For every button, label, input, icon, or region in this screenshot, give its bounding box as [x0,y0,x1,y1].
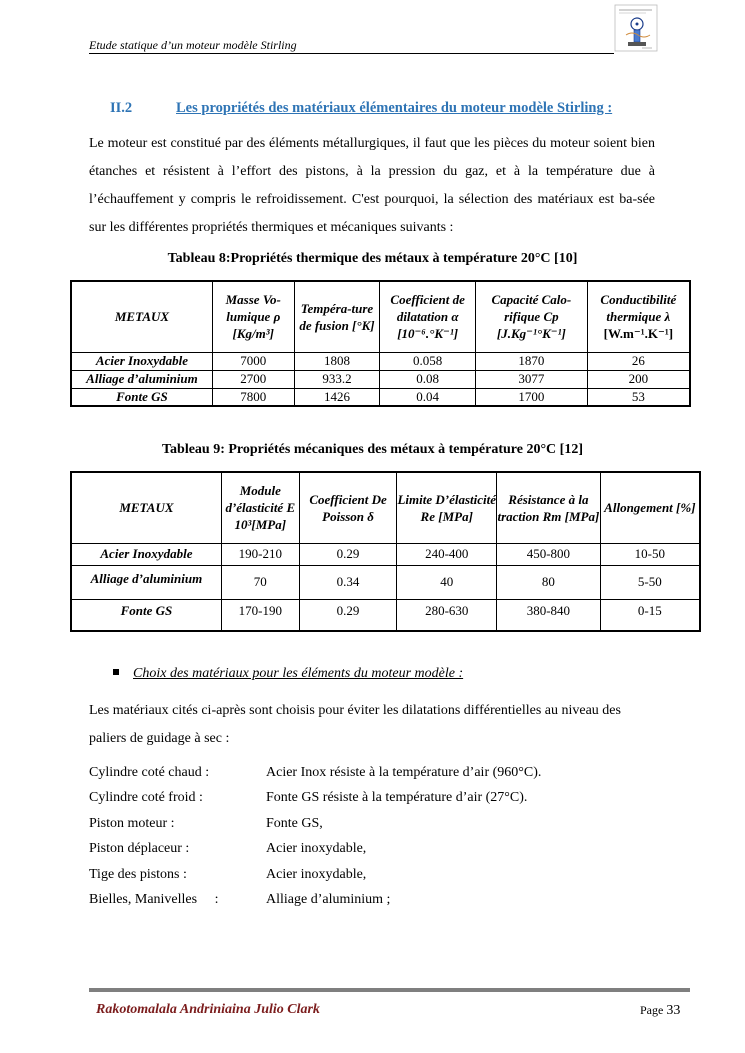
cell-allongement: 10-50 [600,543,700,565]
row-metal: Acier Inoxydable [71,352,212,370]
page-number-value: 33 [666,1003,681,1018]
square-bullet-icon [113,669,119,675]
cell-limite: 240-400 [397,543,497,565]
row-metal: Alliage d’aluminium [71,565,221,599]
page-label: Page [640,1003,664,1017]
cell-coef: 0.08 [380,370,476,388]
col-header-capacite: Capacité Calo-rifique Cp [J.Kg⁻¹°K⁻¹] [476,281,588,352]
cell-resistance: 450-800 [497,543,601,565]
part-material: Acier inoxydable, [266,841,367,856]
table-header-row [71,281,690,352]
col-header-poisson: Coefficient De Poisson δ [299,472,397,543]
col-header-resistance: Résistance à la traction Rm [MPa] [497,472,601,543]
part-label: Tige des pistons : [89,867,187,882]
cell-resistance: 380-840 [497,599,601,631]
part-material: Alliage d’aluminium ; [266,892,391,907]
table-row [71,543,700,565]
part-label: Cylindre coté chaud : [89,765,210,780]
header-rule [89,53,614,54]
footer-author: Rakotomalala Andriniaina Julio Clark [96,1002,320,1017]
part-material: Acier Inox résiste à la température d’air (960°C). [266,765,542,780]
cell-poisson: 0.34 [299,565,397,599]
cell-limite: 280-630 [397,599,497,631]
section-heading [110,100,612,117]
choice-paragraph: Les matériaux cités ci-après sont choisis pour éviter les dilatations différentielles au niveau des paliers de guidage à sec : [89,703,621,746]
col-header-metaux: METAUX [71,472,221,543]
cell-capacite: 3077 [476,370,588,388]
cell-masse: 2700 [212,370,294,388]
section-title: Les propriétés des matériaux élémentaires du moteur modèle Stirling : [176,100,613,116]
cell-module: 70 [221,565,299,599]
cell-limite: 40 [397,565,497,599]
cell-masse: 7000 [212,352,294,370]
running-header-title: Etude statique d’un moteur modèle Stirling [89,38,297,52]
table-header-row [71,472,700,543]
cell-temp: 1426 [294,388,380,406]
cell-masse: 7800 [212,388,294,406]
footer-rule [89,988,690,992]
cell-temp: 1808 [294,352,380,370]
row-metal: Alliage d’aluminium [71,370,212,388]
stirling-engine-logo-icon [614,4,658,52]
table-row [71,599,700,631]
table8-caption: Tableau 8:Propriétés thermique des métaux à température 20°C [10] [167,251,578,266]
part-material: Fonte GS résiste à la température d’air (27°C). [266,790,528,805]
col-header-temperature: Tempéra-ture de fusion [°K] [294,281,380,352]
section-number: II.2 [110,100,133,116]
row-metal: Fonte GS [71,599,221,631]
cell-capacite: 1700 [476,388,588,406]
table9-caption: Tableau 9: Propriétés mécaniques des métaux à température 20°C [12] [161,442,583,457]
part-material: Fonte GS, [266,816,323,831]
cell-allongement: 5-50 [600,565,700,599]
part-label: Bielles, Manivelles : [89,892,219,907]
col-header-module: Module d’élasticité E 10³[MPa] [221,472,299,543]
materials-choice-bullet [113,666,463,682]
cell-conductibilite: 26 [587,352,690,370]
cell-allongement: 0-15 [600,599,700,631]
col-header-masse: Masse Vo-lumique ρ [Kg/m³] [212,281,294,352]
cell-coef: 0.058 [380,352,476,370]
thermal-properties-table [70,280,691,407]
table-row [71,370,690,388]
table-row [71,352,690,370]
cell-module: 190-210 [221,543,299,565]
col-header-allongement: Allongement [%] [600,472,700,543]
cell-conductibilite: 200 [587,370,690,388]
cell-resistance: 80 [497,565,601,599]
cell-poisson: 0.29 [299,599,397,631]
cell-conductibilite: 53 [587,388,690,406]
table-row [71,388,690,406]
table-row [71,565,700,599]
cell-capacite: 1870 [476,352,588,370]
cell-module: 170-190 [221,599,299,631]
row-metal: Fonte GS [71,388,212,406]
cell-poisson: 0.29 [299,543,397,565]
intro-paragraph: Le moteur est constitué par des éléments métallurgiques, il faut que les pièces du moteur soient bien étanches et résistent à l’effort des pistons, à la pression du gaz, et à la température due à l’échauffement y compris le refroidissement. C'est pourquoi, la sélection des matériaux est ba-sée sur les différentes propriétés thermiques et mécaniques suivants : [89,136,655,235]
page-number [640,1003,680,1019]
part-label: Cylindre coté froid : [89,790,203,805]
part-label: Piston moteur : [89,816,175,831]
part-label: Piston déplaceur : [89,841,190,856]
row-metal: Acier Inoxydable [71,543,221,565]
part-material: Acier inoxydable, [266,867,367,882]
bullet-text: Choix des matériaux pour les éléments du moteur modèle : [133,666,464,681]
cell-coef: 0.04 [380,388,476,406]
col-header-limite: Limite D’élasticité Re [MPa] [397,472,497,543]
col-header-metaux: METAUX [71,281,212,352]
cell-temp: 933.2 [294,370,380,388]
col-header-dilatation: Coefficient de dilatation α [10⁻⁶.°K⁻¹] [380,281,476,352]
col-header-conductibilite: Conductibilité thermique λ [W.m⁻¹.K⁻¹] [587,281,690,352]
mechanical-properties-table [70,471,701,632]
